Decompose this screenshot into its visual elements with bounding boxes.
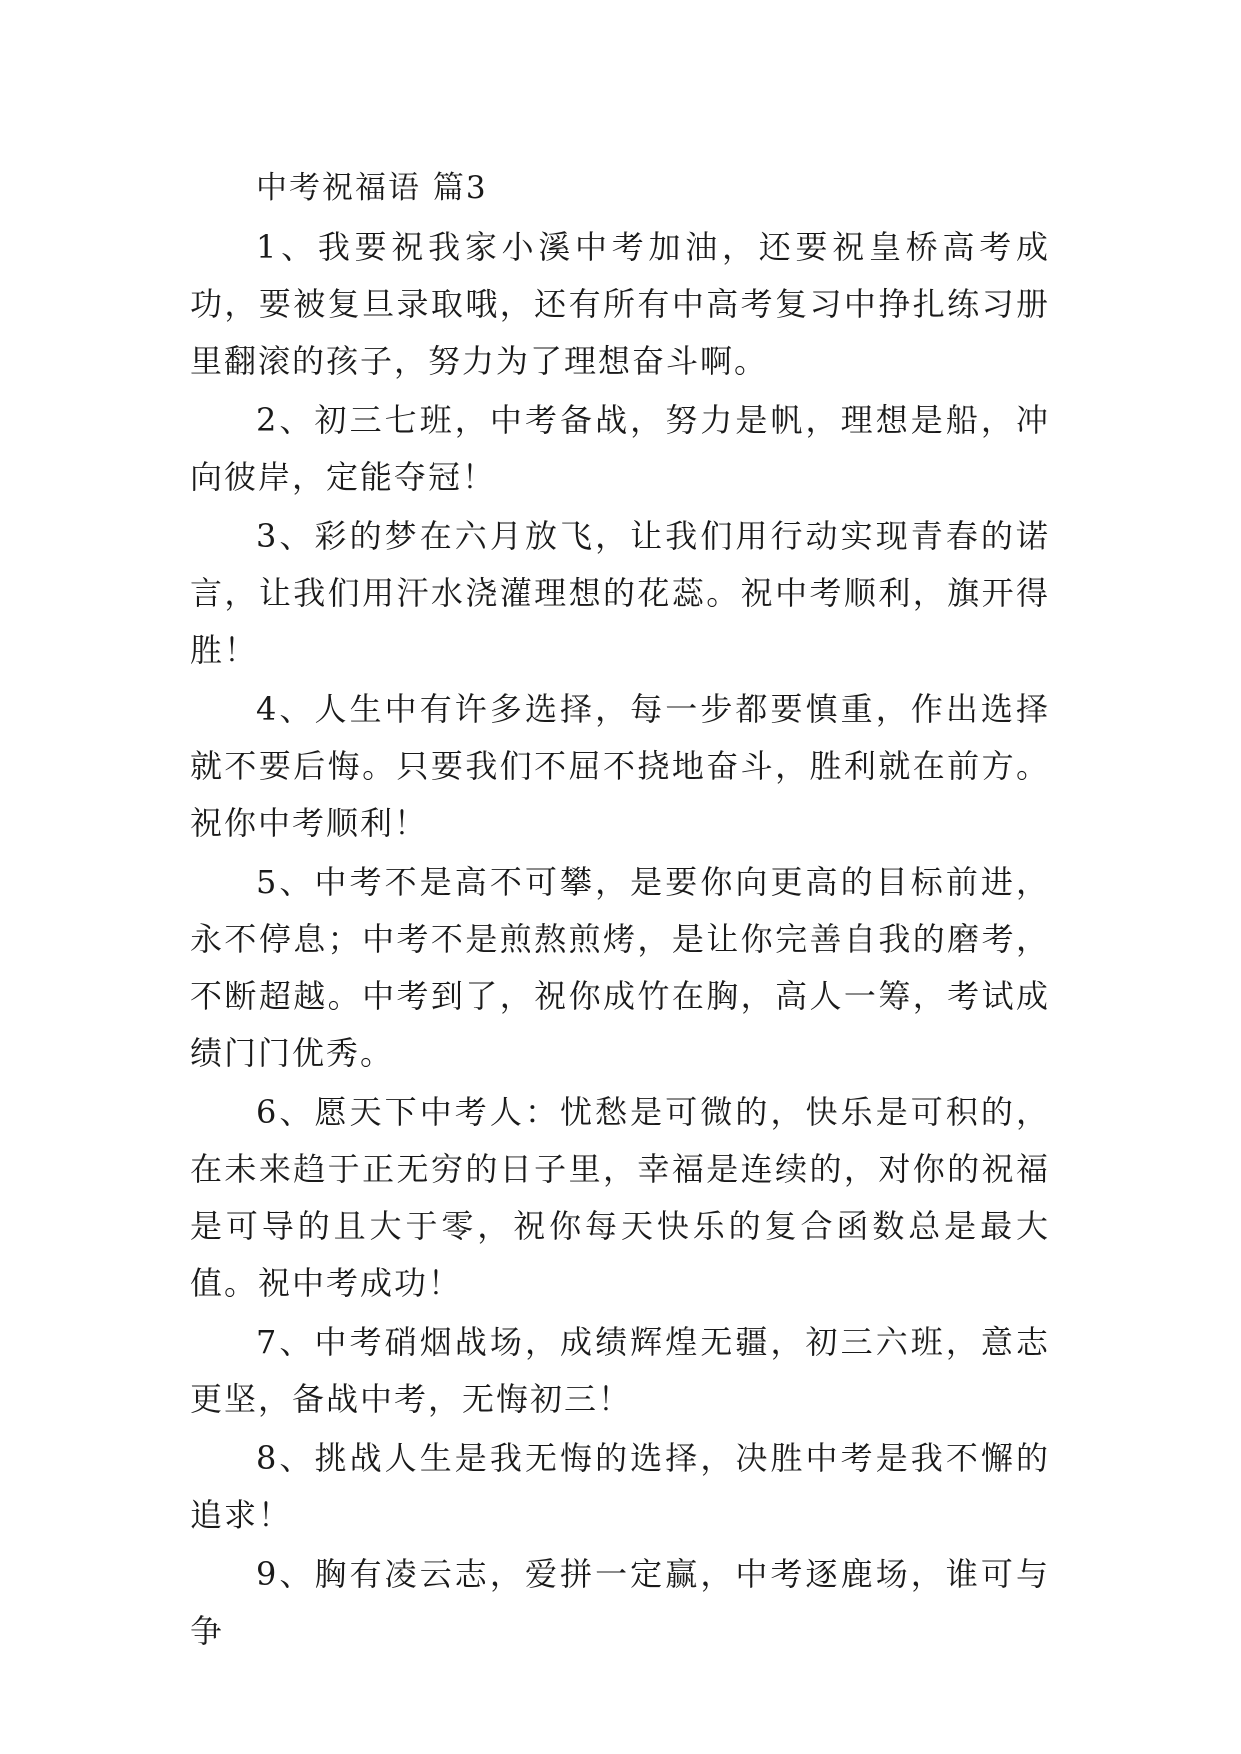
paragraph-9: 9、胸有凌云志，爱拼一定赢，中考逐鹿场，谁可与争 [190, 1555, 1050, 1650]
paragraph-4: 4、人生中有许多选择，每一步都要慎重，作出选择就不要后悔。只要我们不屈不挠地奋斗，胜利就在前方。祝你中考顺利！ [190, 690, 1050, 842]
paragraph-2: 2、初三七班，中考备战，努力是帆，理想是船，冲向彼岸，定能夺冠！ [190, 401, 1050, 496]
paragraph-1: 1、我要祝我家小溪中考加油，还要祝皇桥高考成功，要被复旦录取哦，还有所有中高考复习中挣扎练习册里翻滚的孩子，努力为了理想奋斗啊。 [190, 228, 1050, 380]
document-body [190, 160, 1050, 1662]
paragraph-8: 8、挑战人生是我无悔的选择，决胜中考是我不懈的追求！ [190, 1439, 1050, 1534]
paragraph-5: 5、中考不是高不可攀，是要你向更高的目标前进，永不停息；中考不是煎熬煎烤，是让你完善自我的磨考，不断超越。中考到了，祝你成竹在胸，高人一筹，考试成绩门门优秀。 [190, 863, 1050, 1072]
paragraph-6: 6、愿天下中考人：忧愁是可微的，快乐是可积的，在未来趋于正无穷的日子里，幸福是连续的，对你的祝福是可导的且大于零，祝你每天快乐的复合函数总是最大值。祝中考成功！ [190, 1093, 1050, 1302]
paragraph-3: 3、彩的梦在六月放飞，让我们用行动实现青春的诺言，让我们用汗水浇灌理想的花蕊。祝中考顺利，旗开得胜！ [190, 517, 1050, 669]
paragraph-7: 7、中考硝烟战场，成绩辉煌无疆，初三六班，意志更坚，备战中考，无悔初三！ [190, 1323, 1050, 1418]
document-title: 中考祝福语 篇3 [256, 170, 488, 206]
